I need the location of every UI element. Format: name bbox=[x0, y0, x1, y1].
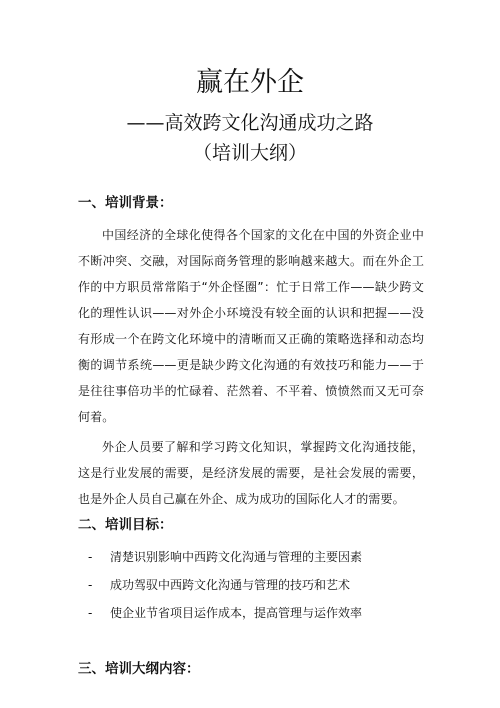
bullet-dash: - bbox=[88, 550, 93, 564]
document-title: 赢在外企 bbox=[196, 67, 304, 98]
list-item-text: 成功驾驭中西跨文化沟通与管理的技巧和艺术 bbox=[110, 578, 351, 592]
document-subtitle-note: （培训大纲） bbox=[192, 142, 307, 164]
section-heading: 三、培训大纲内容： bbox=[78, 661, 200, 677]
section-background bbox=[78, 190, 424, 512]
document-subtitle: ——高效跨文化沟通成功之路 bbox=[126, 112, 374, 134]
goal-list bbox=[78, 544, 424, 628]
bullet-dash: - bbox=[88, 578, 93, 592]
section-heading: 二、培训目标： bbox=[78, 517, 173, 533]
list-item-text: 清楚识别影响中西跨文化沟通与管理的主要因素 bbox=[110, 550, 363, 564]
section-outline bbox=[78, 656, 424, 682]
paragraph: 中国经济的全球化使得各个国家的文化在中国的外资企业中不断冲突、交融，对国际商务管理的影响越来越大。而在外企工作的中方职员常常陷于“外企怪圈”：忙于日常工作——缺少跨文化的理性认识——对外企小环境没有较全面的认识和把握——没有形成一个在跨文化环境中的清晰而又正确的策略选择和动态均衡的调节系统——更是缺少跨文化沟通的有效技巧和能力——于是往往事倍功半的忙碌着、茫然着、不平着、愤愤然而又无可奈何着。 bbox=[78, 228, 424, 424]
section-goals bbox=[78, 512, 424, 628]
paragraph: 外企人员要了解和学习跨文化知识，掌握跨文化沟通技能，这是行业发展的需要，是经济发展的需要，是社会发展的需要，也是外企人员自己赢在外企、成为成功的国际化人才的需要。 bbox=[78, 440, 424, 506]
list-item bbox=[78, 572, 424, 600]
list-item bbox=[78, 544, 424, 572]
bullet-dash: - bbox=[88, 606, 93, 620]
section-heading: 一、培训背景： bbox=[78, 195, 173, 211]
list-item bbox=[78, 600, 424, 628]
list-item-text: 使企业节省项目运作成本，提高管理与运作效率 bbox=[110, 606, 363, 620]
document-body bbox=[78, 190, 424, 682]
